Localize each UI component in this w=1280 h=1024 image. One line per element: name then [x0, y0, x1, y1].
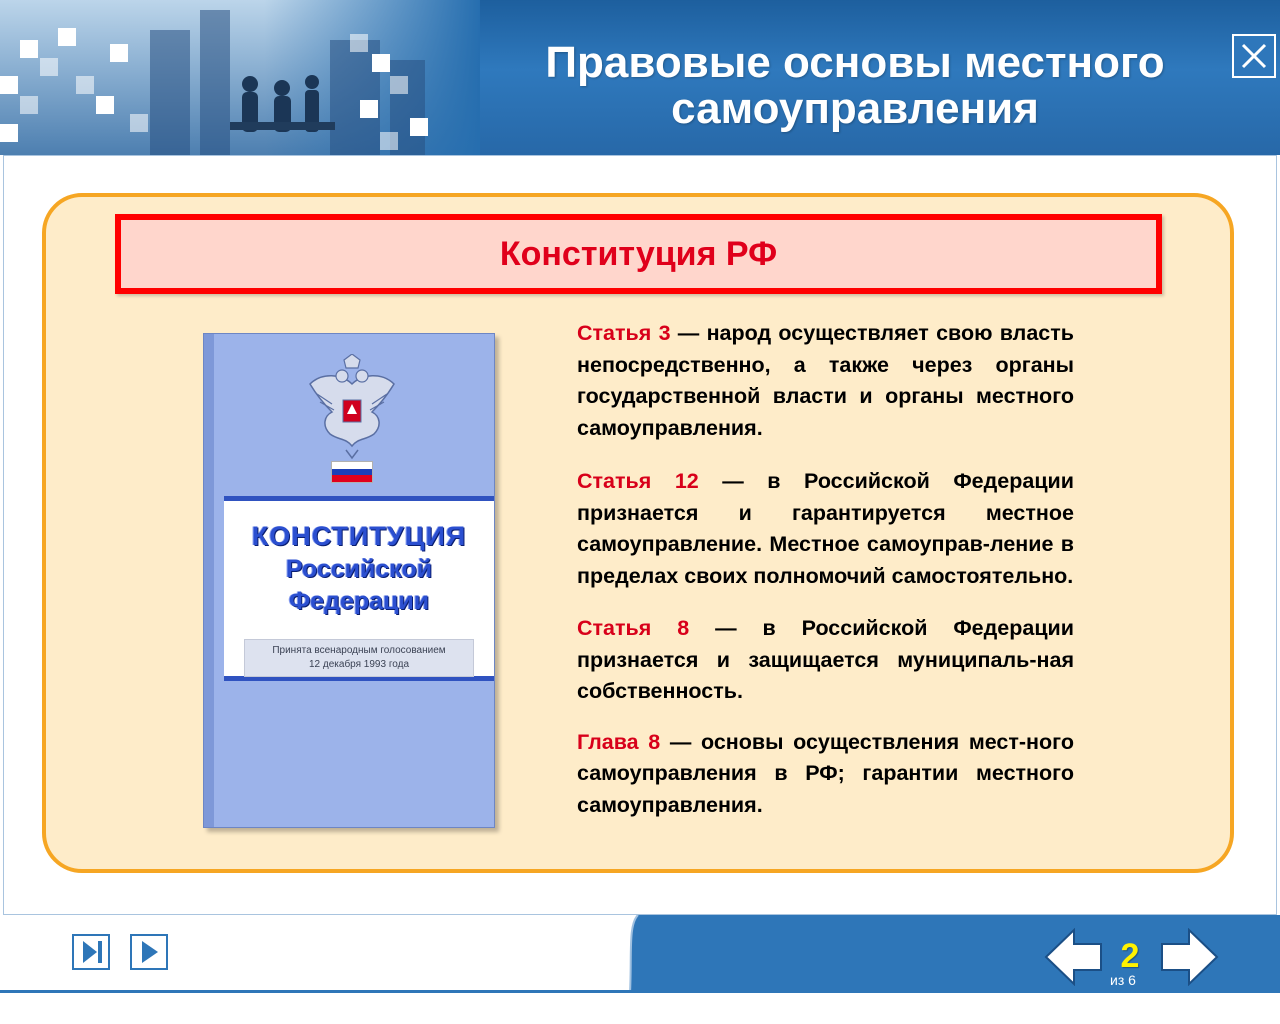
right-arrow-icon[interactable]	[1159, 928, 1219, 986]
russian-flag-icon	[331, 461, 373, 483]
close-icon	[1240, 42, 1268, 70]
article-reference: Глава 8	[577, 729, 661, 754]
current-page-number: 2	[1120, 937, 1140, 975]
article-item	[577, 613, 1074, 708]
article-reference: Статья 8	[577, 616, 690, 640]
left-arrow-icon[interactable]	[1044, 928, 1104, 986]
page-title: Правовые основы местного самоуправления	[545, 38, 1165, 133]
header-photo	[0, 0, 480, 155]
of-label: из	[1110, 972, 1125, 988]
article-text: — в Российской Федерации признается и гарантируется местное самоуправление. Местное самоуправ-ление в пределах своих полномочий самостоятельно.	[577, 469, 1074, 588]
article-item	[577, 466, 1074, 592]
section-heading-box	[115, 214, 1162, 294]
article-reference: Статья 12	[577, 469, 699, 493]
play-icon	[132, 936, 166, 968]
book-title-line: Федерации	[288, 587, 430, 615]
book-subtitle-line: 12 декабря 1993 года	[308, 659, 409, 670]
book-title-line: Российской	[285, 555, 433, 583]
footer-rule	[0, 990, 1280, 993]
article-text: — основы осуществления мест-ного самоуправления в РФ; гарантии местного самоуправления.	[577, 729, 1074, 817]
article-item	[577, 318, 1074, 444]
skip-to-end-button[interactable]	[72, 934, 110, 970]
section-title: Конституция РФ	[499, 235, 778, 273]
constitution-book-image	[203, 333, 495, 828]
article-text: — народ осуществляет свою власть непосредственно, а также через органы государственной власти и органы местного самоуправления.	[577, 321, 1074, 440]
people-silhouette-icon	[220, 70, 340, 140]
page-count-label	[1110, 972, 1136, 988]
article-reference: Статья 3	[577, 321, 671, 345]
articles-list	[577, 318, 1074, 821]
article-item	[577, 727, 1074, 822]
play-button[interactable]	[130, 934, 168, 970]
total-pages: 6	[1128, 972, 1136, 988]
book-subtitle-line: Принята всенародным голосованием	[272, 645, 446, 656]
coat-of-arms-icon	[302, 354, 402, 464]
book-cover-label	[224, 496, 494, 681]
close-button[interactable]	[1232, 34, 1276, 78]
skip-to-end-icon	[74, 936, 108, 968]
book-title-line: КОНСТИТУЦИЯ	[251, 521, 467, 551]
book-subtitle	[244, 639, 474, 677]
book-spine	[204, 334, 214, 827]
article-text: — в Российской Федерации признается и защищается муниципаль-ная собственность.	[577, 616, 1074, 703]
header-banner	[0, 0, 1280, 155]
